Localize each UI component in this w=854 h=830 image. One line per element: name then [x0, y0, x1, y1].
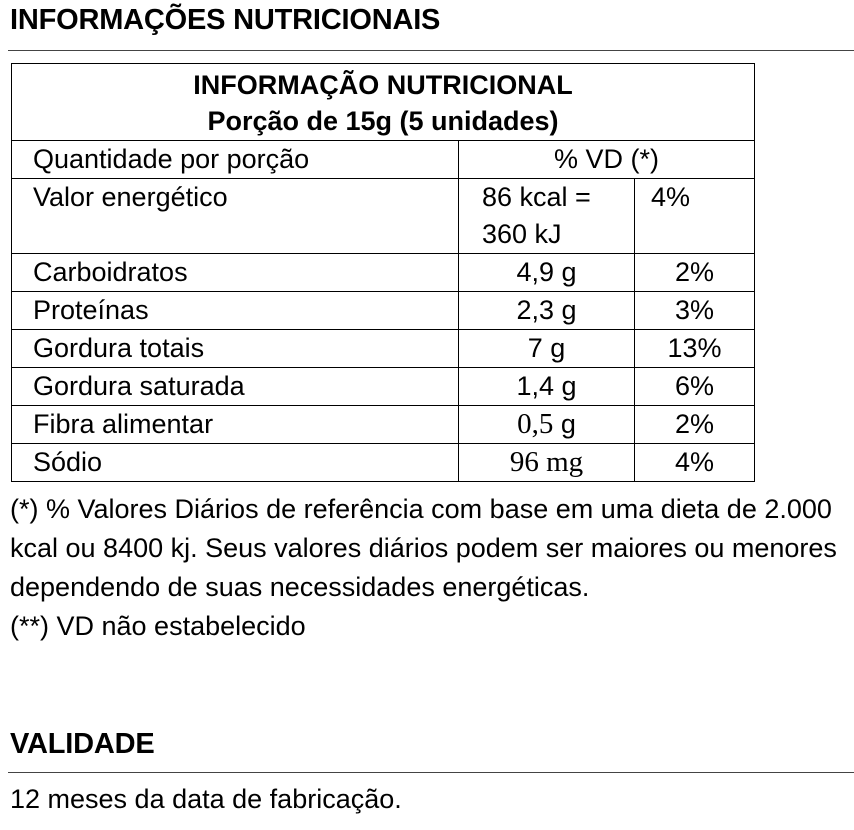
- nutrient-label: Valor energético: [12, 179, 459, 254]
- table-row: [12, 330, 755, 368]
- nutrition-section-title: INFORMAÇÕES NUTRICIONAIS: [10, 4, 441, 36]
- nutrition-facts-table: [11, 63, 755, 482]
- quantity-value: 96 mg: [509, 446, 584, 478]
- footnote-dv-reference: (*) % Valores Diários de referência com base em uma dieta de 2.000 kcal ou 8400 kj. Seus valores diários podem ser maiores ou menores dependendo de suas necessidades energéticas.: [10, 494, 837, 602]
- nutrient-label: Carboidratos: [12, 254, 459, 292]
- nutrient-quantity: 4,9 g: [459, 254, 635, 292]
- validity-section-divider: [8, 772, 854, 773]
- energy-kcal: 86 kcal =: [482, 182, 591, 212]
- table-column-header-row: [12, 141, 755, 179]
- column-header-quantity: Quantidade por porção: [12, 141, 459, 179]
- table-row: [12, 368, 755, 406]
- column-header-dv: % VD (*): [459, 141, 755, 179]
- nutrient-label: Sódio: [12, 444, 459, 482]
- validity-section-title: VALIDADE: [10, 728, 155, 760]
- nutrient-dv: 3%: [635, 292, 755, 330]
- nutrient-dv: 4%: [635, 444, 755, 482]
- nutrient-dv: 13%: [635, 330, 755, 368]
- quantity-unit: g: [553, 409, 576, 439]
- nutrient-quantity: 1,4 g: [459, 368, 635, 406]
- nutrient-quantity: [459, 406, 635, 444]
- nutrient-label: Fibra alimentar: [12, 406, 459, 444]
- serving-size: Porção de 15g (5 unidades): [207, 106, 559, 136]
- footnotes: [10, 490, 854, 646]
- quantity-number: 0,5: [517, 408, 554, 440]
- nutrient-label: Gordura saturada: [12, 368, 459, 406]
- nutrient-quantity: [459, 179, 635, 254]
- nutrient-dv: 2%: [635, 254, 755, 292]
- energy-kj: 360 kJ: [482, 219, 562, 249]
- table-title: INFORMAÇÃO NUTRICIONAL: [193, 70, 573, 100]
- nutrient-quantity: 7 g: [459, 330, 635, 368]
- nutrient-quantity: [459, 444, 635, 482]
- table-header: [12, 64, 755, 141]
- nutrient-dv: 6%: [635, 368, 755, 406]
- footnote-not-established: (**) VD não estabelecido: [10, 611, 306, 641]
- table-row: [12, 444, 755, 482]
- nutrient-quantity: 2,3 g: [459, 292, 635, 330]
- nutrition-section-divider: [8, 50, 854, 51]
- table-row: [12, 292, 755, 330]
- nutrient-label: Proteínas: [12, 292, 459, 330]
- nutrient-dv: 4%: [635, 179, 755, 254]
- nutrient-dv: 2%: [635, 406, 755, 444]
- validity-text: 12 meses da data de fabricação.: [10, 784, 402, 814]
- nutrient-label: Gordura totais: [12, 330, 459, 368]
- table-row: [12, 406, 755, 444]
- table-row: [12, 179, 755, 254]
- table-header-row: [12, 64, 755, 141]
- table-row: [12, 254, 755, 292]
